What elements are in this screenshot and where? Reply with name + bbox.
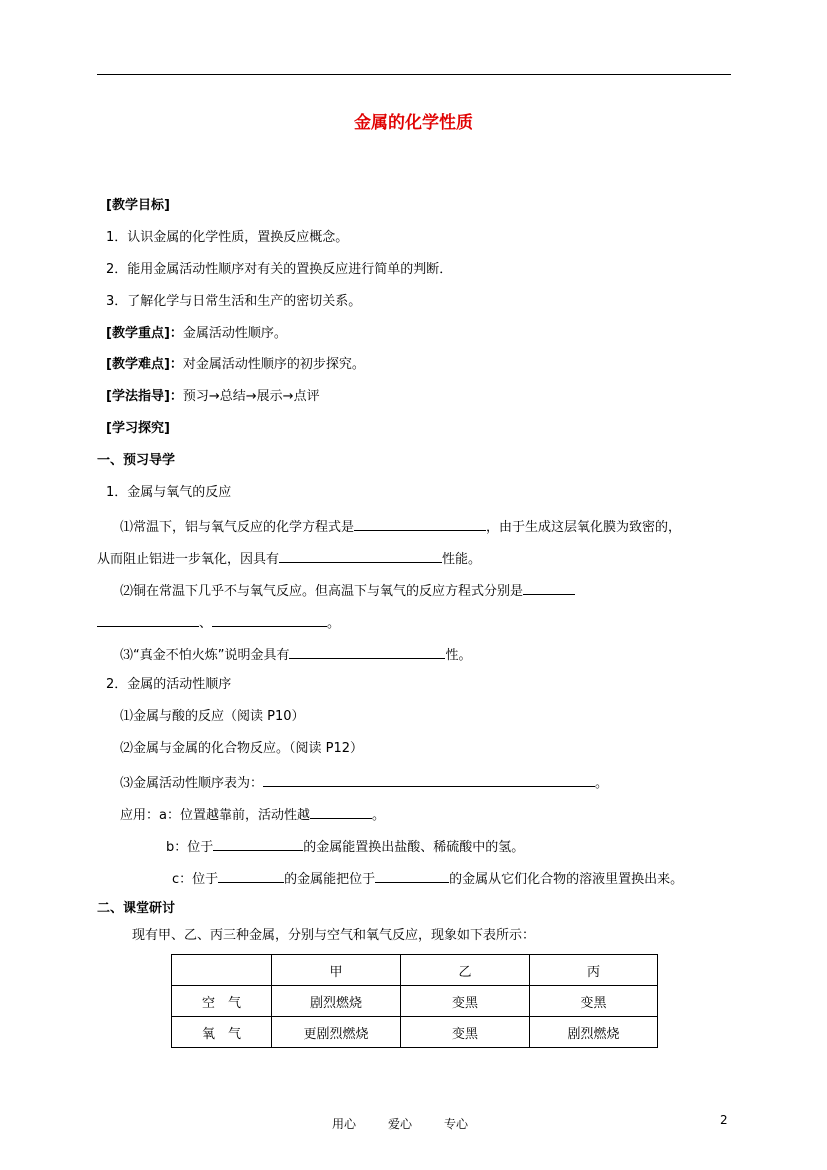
application-a <box>120 804 385 825</box>
section-1-item-2: 2．金属的活动性顺序 <box>106 677 232 692</box>
app-c-text-c: 的金属从它们化合物的溶液里置换出来。 <box>449 872 684 887</box>
explore-heading: [学习探究] <box>106 421 170 436</box>
q3-end: 性。 <box>445 648 472 663</box>
footer-text-2: 爱心 <box>388 1117 413 1131</box>
question-2-line-2 <box>97 612 340 633</box>
method-text: 预习→总结→展示→点评 <box>182 389 320 404</box>
table-cell: 空 气 <box>172 986 272 1017</box>
app-c-text-a: c：位于 <box>172 872 219 887</box>
q1-text-d: 性能。 <box>442 552 482 567</box>
table-row <box>172 1017 658 1048</box>
page-number: 2 <box>720 1113 728 1127</box>
answer-blank[interactable] <box>523 580 575 595</box>
app-a-end: 。 <box>371 808 385 823</box>
q1-text-a: ⑴常温下，铝与氧气反应的化学方程式是 <box>120 520 355 535</box>
table-cell: 氧 气 <box>172 1017 272 1048</box>
section-1-heading: 一、预习导学 <box>97 453 176 468</box>
application-b <box>166 836 524 857</box>
goals-heading: [教学目标] <box>106 198 170 213</box>
section-2-intro: 现有甲、乙、丙三种金属，分别与空气和氧气反应，现象如下表所示： <box>132 928 536 943</box>
answer-blank[interactable] <box>97 612 199 627</box>
q2-separator: 、 <box>199 616 213 631</box>
activity-1: ⑴金属与酸的反应（阅读 P10） <box>120 709 305 724</box>
metal-reaction-table <box>171 954 658 1048</box>
answer-blank[interactable] <box>213 836 303 851</box>
table-cell: 变黑 <box>530 986 658 1017</box>
table-cell: 更剧烈燃烧 <box>272 1017 401 1048</box>
key-point <box>106 325 287 343</box>
key-text: 金属活动性顺序。 <box>182 326 287 341</box>
q1-text-c: 从而阻止铝进一步氧化，因具有 <box>97 552 280 567</box>
key-label: [教学重点]： <box>106 326 183 341</box>
table-cell: 剧烈燃烧 <box>272 986 401 1017</box>
footer-text-1: 用心 <box>332 1117 357 1131</box>
table-cell: 剧烈燃烧 <box>530 1017 658 1048</box>
activity-3-end: 。 <box>595 776 609 791</box>
table-cell: 乙 <box>401 955 530 986</box>
application-c <box>172 868 683 889</box>
method-guide <box>106 388 320 406</box>
table-cell: 甲 <box>272 955 401 986</box>
activity-3-label: ⑶金属活动性顺序表为： <box>120 776 264 791</box>
difficult-text: 对金属活动性顺序的初步探究。 <box>182 357 365 372</box>
activity-3 <box>120 772 608 793</box>
app-a-text: 应用：a：位置越靠前，活动性越 <box>120 808 310 823</box>
page-title: 金属的化学性质 <box>354 113 473 133</box>
question-1-line-2 <box>97 548 481 569</box>
question-1-line-1 <box>120 516 681 537</box>
goal-1: 1．认识金属的化学性质，置换反应概念。 <box>106 230 349 245</box>
q1-text-b: ，由于生成这层氧化膜为致密的， <box>486 520 682 535</box>
answer-blank[interactable] <box>263 772 595 787</box>
header-rule <box>97 74 731 75</box>
answer-blank[interactable] <box>354 516 486 531</box>
method-label: [学法指导]： <box>106 389 183 404</box>
question-3 <box>120 644 472 665</box>
answer-blank[interactable] <box>375 868 449 883</box>
difficult-label: [教学难点]： <box>106 357 183 372</box>
answer-blank[interactable] <box>310 804 372 819</box>
section-2-heading: 二、课堂研讨 <box>97 901 176 916</box>
q3-text: ⑶“真金不怕火炼”说明金具有 <box>120 648 290 663</box>
table-cell: 丙 <box>530 955 658 986</box>
answer-blank[interactable] <box>212 612 327 627</box>
table-cell: 变黑 <box>401 1017 530 1048</box>
app-b-text-b: 的金属能置换出盐酸、稀硫酸中的氢。 <box>303 840 525 855</box>
answer-blank[interactable] <box>218 868 284 883</box>
answer-blank[interactable] <box>279 548 442 563</box>
table-header-row <box>172 955 658 986</box>
app-c-text-b: 的金属能把位于 <box>284 872 376 887</box>
app-b-text-a: b：位于 <box>166 840 214 855</box>
activity-2: ⑵金属与金属的化合物反应。（阅读 P12） <box>120 741 364 756</box>
difficult-point <box>106 356 365 374</box>
table-row <box>172 986 658 1017</box>
goal-2: 2．能用金属活动性顺序对有关的置换反应进行简单的判断． <box>106 262 453 277</box>
answer-blank[interactable] <box>289 644 445 659</box>
table-cell <box>172 955 272 986</box>
goal-3: 3．了解化学与日常生活和生产的密切关系。 <box>106 294 362 309</box>
question-2-line-1 <box>120 580 575 601</box>
q2-end: 。 <box>327 616 341 631</box>
footer-text-3: 专心 <box>444 1117 469 1131</box>
table-cell: 变黑 <box>401 986 530 1017</box>
section-1-item-1: 1．金属与氧气的反应 <box>106 485 232 500</box>
q2-text-a: ⑵铜在常温下几乎不与氧气反应。但高温下与氧气的反应方程式分别是 <box>120 584 524 599</box>
